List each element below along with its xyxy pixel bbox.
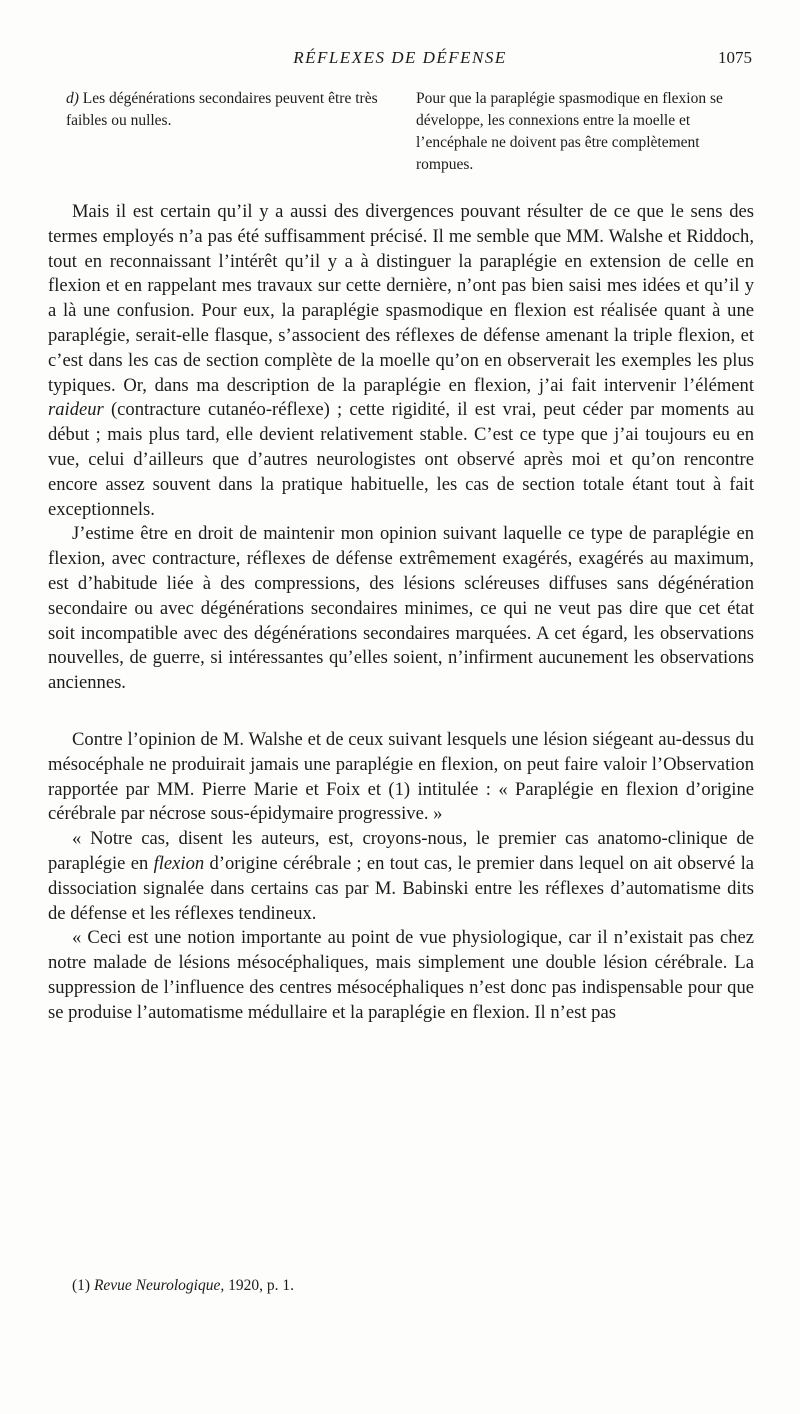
summary-letter: d) xyxy=(66,90,79,107)
running-title: RÉFLEXES DE DÉFENSE xyxy=(293,48,507,67)
footnote xyxy=(72,1277,752,1295)
page-number: 1075 xyxy=(718,48,752,67)
paragraph-4 xyxy=(48,827,754,926)
section-gap xyxy=(48,696,754,728)
body-text xyxy=(48,200,754,1026)
paragraph-1-emphasis: raideur xyxy=(48,399,104,421)
paragraph-1-part-a: Mais il est certain qu’il y a aussi des divergences pouvant résulter de ce que le sens des termes employés n’a pas été suffisamment précisé. Il me semble que MM. Walshe et Riddoch, tout en reconnaissant l’intérêt qu’il y a à distinguer la paraplégie en extension de celle en flexion et en rappelant mes travaux sur cette dernière, n’ont pas bien saisi mes idées et qu’il y a là une confusion. Pour eux, la paraplégie spasmodique en flexion est réalisée quant à une paraplégie, serait-elle flasque, s’associent des réflexes de défense amenant la triple flexion, et c’est dans les cas de section complète de la moelle qu’on en observerait les exemples les plus typiques. Or, dans ma description de la paraplégie en flexion, j’ai fait intervenir l’élément xyxy=(48,201,754,396)
summary-right: Pour que la paraplégie spasmodique en flexion se développe, les connexions entre la moelle et l’encéphale ne doivent pas être complètement rompues. xyxy=(416,90,723,173)
summary-block xyxy=(66,88,756,176)
paragraph-4-part-b: d’origine cérébrale ; en tout cas, le premier dans lequel on ait observé la dissociation signalée dans certains cas par M. Babinski entre les réflexes d’automatisme dits de défense et les réflexes tendineux. xyxy=(48,852,754,924)
summary-left-text: Les dégénérations secondaires peuvent être très faibles ou nulles. xyxy=(66,90,378,129)
paragraph-1 xyxy=(48,200,754,522)
paragraph-4-part-a: « Notre cas, disent les auteurs, est, croyons-nous, le premier cas anatomo-clinique de paraplégie en xyxy=(48,828,754,874)
paragraph-1-part-b: (contracture cutanéo-réflexe) ; cette rigidité, il est vrai, peut céder par moments au début ; mais plus tard, elle devient relativement stable. C’est ce type que j’ai toujours eu en vue, celui d’ailleurs que d’autres neurologistes ont observé après moi et qu’on rencontre encore assez souvent dans la pratique habituelle, les cas de section totale étant tout à fait exceptionnels. xyxy=(48,399,754,520)
paragraph-5: « Ceci est une notion importante au point de vue physiologique, car il n’existait pas chez notre malade de lésions mésocéphaliques, mais simplement une double lésion cérébrale. La suppression de l’influence des centres mésocéphaliques n’est donc pas indispensable pour que se produise l’automatisme médullaire et la paraplégie en flexion. Il n’est pas xyxy=(48,927,754,1023)
paragraph-4-emphasis: flexion xyxy=(153,852,205,874)
paragraph-3: Contre l’opinion de M. Walshe et de ceux suivant lesquels une lésion siégeant au-dessus du mésocéphale ne produirait jamais une paraplégie en flexion, on peut faire valoir l’Observation rapportée par MM. Pierre Marie et Foix et (1) intitulée : « Paraplégie en flexion d’origine cérébrale par nécrose sous-épidymaire progressive. » xyxy=(48,728,754,825)
paragraph-2: J’estime être en droit de maintenir mon opinion suivant laquelle ce type de paraplégie en flexion, avec contracture, réflexes de défense extrêmement exagérés, exagérés au maximum, est d’habitude liée à des compressions, des lésions scléreuses diffuses sans dégénération secondaire ou avec dégénérations secondaires minimes, ce qui ne veut pas dire que cet état soit incompatible avec des dégénérations secondaires marquées. A cet égard, les observations nouvelles, de guerre, si intéressantes qu’elles soient, n’infirment aucunement les observations anciennes. xyxy=(48,523,754,694)
footnote-ref: 1920, p. 1. xyxy=(224,1277,294,1294)
footnote-marker: (1) xyxy=(72,1277,94,1294)
footnote-journal: Revue Neurologique, xyxy=(93,1277,225,1294)
summary-left xyxy=(66,88,396,176)
